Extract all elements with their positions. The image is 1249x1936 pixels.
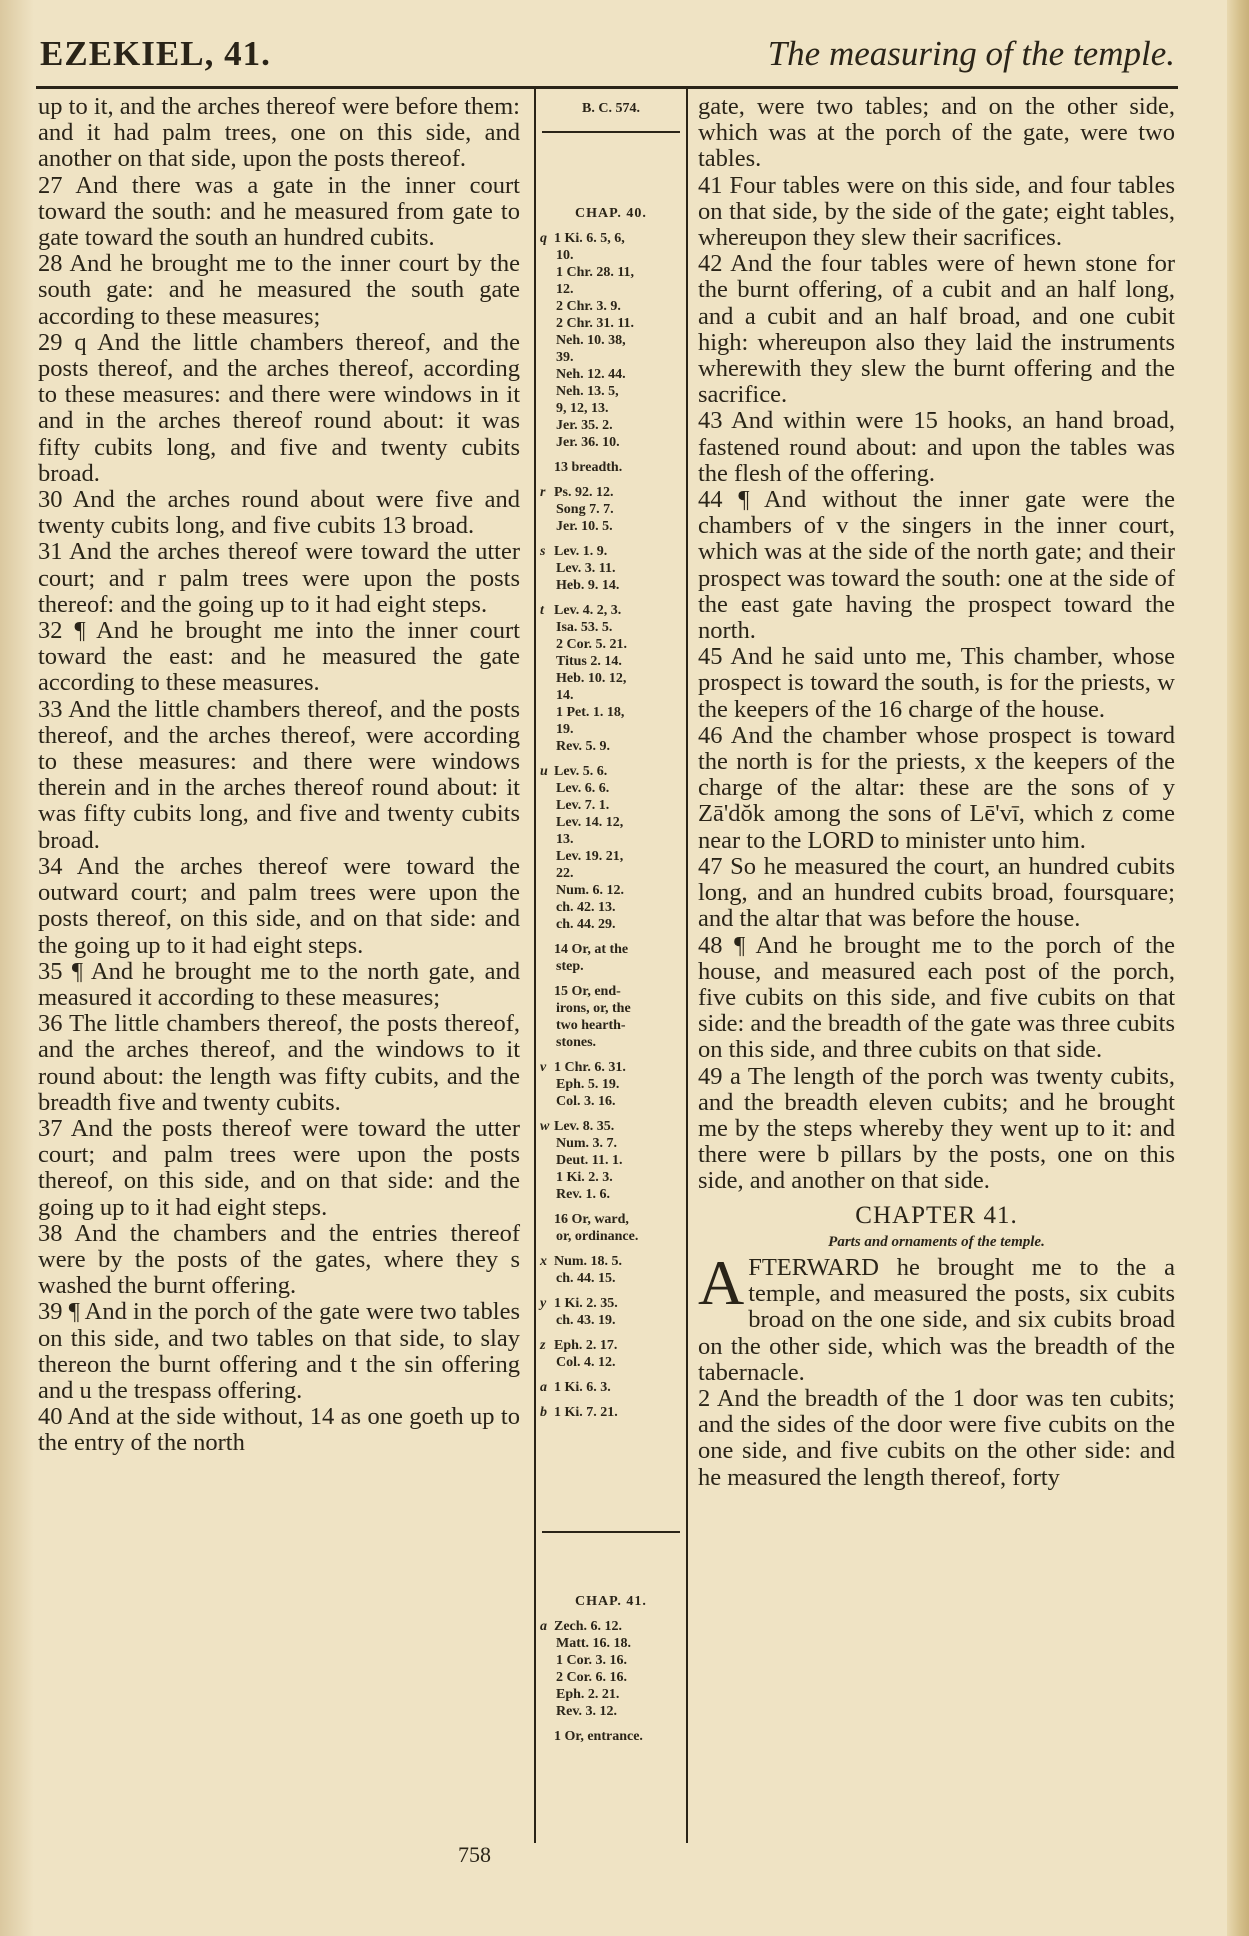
- cross-reference: [540, 1059, 682, 1110]
- reference-line: 1 Chr. 6. 31.: [554, 1060, 626, 1075]
- cross-reference: [540, 763, 682, 933]
- verse-paragraph: 29 q And the little chambers thereof, and the posts thereof, and the arches thereof, according to these measures: and there were windows in it and in the arches thereof round about: it was fifty cubits long, and five and twenty cubits broad.: [38, 328, 520, 487]
- cross-reference: [540, 1404, 682, 1421]
- reference-line: Zech. 6. 12.: [554, 1619, 623, 1634]
- verse-paragraph: 34 And the arches thereof were toward the outward court; and palm trees were upon the posts thereof, on this side, and on that side: and the going up to it had eight steps.: [38, 852, 520, 959]
- reference-key: z: [540, 1338, 546, 1353]
- verse-paragraph: 43 And within were 15 hooks, an hand broad, fastened round about: and upon the tables was the flesh of the offering.: [698, 407, 1175, 487]
- reference-line: Lev. 5. 6.: [554, 764, 608, 779]
- reference-line: 10.: [556, 248, 574, 263]
- reference-line: 12.: [556, 282, 574, 297]
- verse-paragraph: 36 The little chambers thereof, the posts thereof, and the arches thereof, and the windows to it round about: the length was fifty cubits, and the breadth five and twenty cubits.: [38, 1010, 520, 1116]
- reference-key: y: [540, 1296, 547, 1311]
- reference-line: Jer. 36. 10.: [556, 435, 620, 450]
- reference-line: 16 Or, ward,: [554, 1212, 629, 1227]
- verse-paragraph: gate, were two tables; and on the other side, which was at the porch of the gate, were two tables.: [698, 93, 1175, 173]
- chapter-summary: Parts and ornaments of the temple.: [828, 1233, 1045, 1250]
- reference-line: 1 Pet. 1. 18,: [556, 705, 625, 720]
- reference-line: Heb. 9. 14.: [556, 578, 620, 593]
- page-number: 758: [458, 1842, 491, 1867]
- reference-line: Deut. 11. 1.: [556, 1153, 623, 1168]
- verse-paragraph: 40 And at the side without, 14 as one goeth up to the entry of the north: [38, 1403, 520, 1457]
- reference-line: Lev. 7. 1.: [556, 798, 610, 813]
- reference-line: 39.: [556, 350, 574, 365]
- cross-reference: [540, 602, 682, 755]
- verse-paragraph: up to it, and the arches thereof were before them: and it had palm trees, one on this side, and another on that side, upon the posts thereof.: [38, 93, 520, 173]
- verse-paragraph: 49 a The length of the porch was twenty cubits, and the breadth eleven cubits; and he brought me by the steps whereby they went up to it: and there were b pillars by the posts, one on this side, and another on that side.: [698, 1062, 1175, 1195]
- drop-cap: A: [698, 1246, 745, 1318]
- cross-reference: [540, 983, 682, 1051]
- reference-key: a: [540, 1619, 547, 1634]
- verse-paragraph: 28 And he brought me to the inner court by the south gate: and he measured the south gate according to these measures;: [38, 250, 520, 330]
- reference-line: ch. 44. 29.: [556, 917, 616, 932]
- reference-line: 13 breadth.: [554, 460, 623, 475]
- verse-paragraph: 31 And the arches thereof were toward the utter court; and r palm trees were upon the posts thereof: and the going up to it had eight steps.: [38, 538, 520, 618]
- page-stain: [0, 0, 34, 1936]
- cross-reference: [540, 1118, 682, 1203]
- reference-line: 2 Cor. 5. 21.: [556, 637, 628, 652]
- reference-line: 13.: [556, 832, 574, 847]
- reference-key: t: [540, 603, 544, 618]
- era-label: B. C. 574.: [582, 101, 640, 116]
- reference-line: Matt. 16. 18.: [556, 1636, 632, 1651]
- reference-line: Lev. 4. 2, 3.: [554, 603, 622, 618]
- reference-line: Neh. 10. 38,: [556, 333, 626, 348]
- cross-reference: [540, 459, 682, 476]
- reference-line: Song 7. 7.: [556, 502, 614, 517]
- reference-key: v: [540, 1060, 547, 1075]
- chapter-heading: CHAPTER 41.: [855, 1201, 1018, 1229]
- chap41-label: CHAP. 41.: [575, 1594, 647, 1609]
- reference-line: 2 Chr. 31. 11.: [556, 316, 635, 331]
- verse-paragraph: 38 And the chambers and the entries thereof were by the posts of the gates, where they s washed the burnt offering.: [38, 1219, 520, 1300]
- reference-line: two hearth-: [556, 1018, 626, 1033]
- opening-text: FTERWARD he brought me to the a temple, and measured the posts, six cubits broad on the one side, and six cubits broad on the other side, which was the breadth of the tabernacle.: [698, 1253, 1175, 1386]
- reference-line: Lev. 3. 11.: [556, 561, 616, 576]
- reference-line: 1 Chr. 28. 11,: [556, 265, 635, 280]
- reference-line: irons, or, the: [556, 1001, 631, 1016]
- reference-line: Lev. 6. 6.: [556, 781, 610, 796]
- verse-paragraph: 37 And the posts thereof were toward the utter court; and palm trees were upon the posts thereof, on this side, and on that side: and the going up to it had eight steps.: [38, 1114, 520, 1221]
- reference-line: Col. 3. 16.: [556, 1094, 616, 1109]
- reference-line: 1 Ki. 6. 5, 6,: [554, 231, 625, 246]
- reference-line: 1 Or, entrance.: [554, 1729, 643, 1744]
- reference-line: Num. 6. 12.: [556, 883, 625, 898]
- reference-key: u: [540, 764, 548, 779]
- reference-line: Eph. 2. 17.: [554, 1338, 618, 1353]
- reference-line: ch. 42. 13.: [556, 900, 616, 915]
- cross-reference: [540, 1337, 682, 1371]
- reference-line: Col. 4. 12.: [556, 1355, 616, 1370]
- running-title: The measuring of the temple.: [767, 34, 1175, 73]
- reference-line: Eph. 2. 21.: [556, 1687, 620, 1702]
- left-text-column: [38, 94, 520, 1457]
- cross-reference: [540, 484, 682, 535]
- column-divider-left: [534, 88, 536, 1843]
- verse-paragraph: 48 ¶ And he brought me to the porch of the house, and measured each post of the porch, five cubits on this side, and five cubits on that side: and the breadth of the gate was three cubits on this side, and three cubits on that side.: [698, 931, 1175, 1064]
- reference-line: Num. 3. 7.: [556, 1136, 618, 1151]
- right-text-column: [698, 94, 1175, 1491]
- reference-line: Neh. 12. 44.: [556, 367, 626, 382]
- chap40-label: CHAP. 40.: [575, 206, 647, 221]
- verse-paragraph: 42 And the four tables were of hewn stone for the burnt offering, of a cubit and an half long, and a cubit and an half broad, and one cubit high: whereupon also they laid the instruments wherewith they slew the burnt offering and the sacrifice.: [698, 250, 1175, 409]
- verse-paragraph: 30 And the arches round about were five and twenty cubits long, and five cubits 13 broad.: [38, 486, 520, 540]
- opening-paragraph: [698, 1246, 1175, 1386]
- reference-line: Lev. 14. 12,: [556, 815, 624, 830]
- reference-line: Jer. 35. 2.: [556, 418, 613, 433]
- reference-line: 9, 12, 13.: [556, 401, 609, 416]
- reference-line: 22.: [556, 866, 574, 881]
- verse-paragraph: 32 ¶ And he brought me into the inner court toward the east: and he measured the gate according to these measures.: [38, 617, 520, 697]
- cross-reference: [540, 230, 682, 451]
- reference-key: s: [540, 544, 546, 559]
- reference-line: 1 Ki. 2. 3.: [556, 1170, 613, 1185]
- reference-line: Lev. 8. 35.: [554, 1119, 615, 1134]
- reference-line: Heb. 10. 12,: [556, 671, 627, 686]
- verse-paragraph: 35 ¶ And he brought me to the north gate, and measured it according to these measures;: [38, 957, 520, 1011]
- reference-line: 1 Ki. 6. 3.: [554, 1380, 611, 1395]
- reference-line: 15 Or, end-: [554, 984, 621, 999]
- cross-reference: [540, 1253, 682, 1287]
- verse-paragraph: 44 ¶ And without the inner gate were the chambers of v the singers in the inner court, which was at the side of the north gate; and their prospect was toward the south: one at the side of the east gate having the prospect toward the north.: [698, 486, 1175, 645]
- verse-paragraph: 45 And he said unto me, This chamber, whose prospect is toward the south, is for the priests, w the keepers of the 16 charge of the house.: [698, 643, 1175, 723]
- cross-reference: [540, 941, 682, 975]
- chapter-break-rule: [542, 1531, 680, 1533]
- reference-line: 14 Or, at the: [554, 942, 629, 957]
- reference-key: w: [540, 1119, 550, 1134]
- reference-line: ch. 43. 19.: [556, 1313, 616, 1328]
- column-divider-right: [686, 88, 688, 1843]
- reference-line: 14.: [556, 688, 574, 703]
- chap40-references: [540, 230, 682, 1421]
- verse-paragraph: 33 And the little chambers thereof, and the posts thereof, and the arches thereof, were according to these measures: and there were windows therein and in the arches thereof round about: it was fifty cubits long, and five and twenty cubits broad.: [38, 695, 520, 854]
- running-header: [40, 34, 1175, 84]
- verse-paragraph: 47 So he measured the court, an hundred cubits long, and an hundred cubits broad, foursquare; and the altar that was before the house.: [698, 852, 1175, 933]
- reference-key: a: [540, 1380, 547, 1395]
- cross-reference: [540, 1728, 682, 1745]
- reference-key: x: [540, 1254, 547, 1269]
- verse-paragraph: 41 Four tables were on this side, and four tables on that side, by the side of the gate; eight tables, whereupon they slew their sacrifices.: [698, 171, 1175, 252]
- verse-paragraph: 46 And the chamber whose prospect is toward the north is for the priests, x the keepers of the charge of the altar: these are the sons of y Zā'dŏk among the sons of Lē'vī, which z come near to the LORD to minister unto him.: [698, 721, 1175, 854]
- verse-paragraph: 27 And there was a gate in the inner court toward the south: and he measured from gate to gate toward the south an hundred cubits.: [38, 171, 520, 252]
- reference-line: Ps. 92. 12.: [554, 485, 614, 500]
- reference-key: b: [540, 1405, 547, 1420]
- chap41-references: [540, 1618, 682, 1745]
- header-rule: [36, 86, 1178, 89]
- reference-line: Lev. 1. 9.: [554, 544, 608, 559]
- reference-line: 1 Cor. 3. 16.: [556, 1653, 628, 1668]
- reference-line: Lev. 19. 21,: [556, 849, 624, 864]
- reference-line: Rev. 1. 6.: [556, 1187, 611, 1202]
- cross-reference: [540, 1295, 682, 1329]
- reference-line: ch. 44. 15.: [556, 1271, 616, 1286]
- verse-paragraph: 2 And the breadth of the 1 door was ten cubits; and the sides of the door were five cubits on the one side, and five cubits on the other side: and he measured the length thereof, forty: [698, 1384, 1175, 1491]
- reference-line: Isa. 53. 5.: [556, 620, 613, 635]
- reference-line: Rev. 3. 12.: [556, 1704, 618, 1719]
- cross-reference: [540, 1379, 682, 1396]
- era-rule: [542, 131, 680, 133]
- reference-line: or, ordinance.: [556, 1229, 639, 1244]
- cross-reference: [540, 543, 682, 594]
- page-edge: [1227, 0, 1249, 1936]
- cross-reference: [540, 1211, 682, 1245]
- reference-line: 2 Cor. 6. 16.: [556, 1670, 628, 1685]
- reference-line: step.: [556, 959, 584, 974]
- reference-key: r: [540, 485, 546, 500]
- reference-line: stones.: [556, 1035, 597, 1050]
- verse-paragraph: 39 ¶ And in the porch of the gate were two tables on this side, and two tables on that side, to slay thereon the burnt offering and t the sin offering and u the trespass offering.: [38, 1298, 520, 1404]
- reference-line: 19.: [556, 722, 574, 737]
- reference-line: 1 Ki. 7. 21.: [554, 1405, 618, 1420]
- reference-key: q: [540, 231, 547, 246]
- reference-line: Eph. 5. 19.: [556, 1077, 620, 1092]
- reference-line: Jer. 10. 5.: [556, 519, 613, 534]
- cross-reference: [540, 1618, 682, 1720]
- cross-reference-column: [540, 94, 682, 1745]
- reference-line: Neh. 13. 5,: [556, 384, 619, 399]
- reference-line: Num. 18. 5.: [554, 1254, 623, 1269]
- reference-line: 1 Ki. 2. 35.: [554, 1296, 618, 1311]
- reference-line: Titus 2. 14.: [556, 654, 622, 669]
- reference-line: Rev. 5. 9.: [556, 739, 611, 754]
- reference-line: 2 Chr. 3. 9.: [556, 299, 621, 314]
- book-chapter-label: EZEKIEL, 41.: [40, 34, 271, 73]
